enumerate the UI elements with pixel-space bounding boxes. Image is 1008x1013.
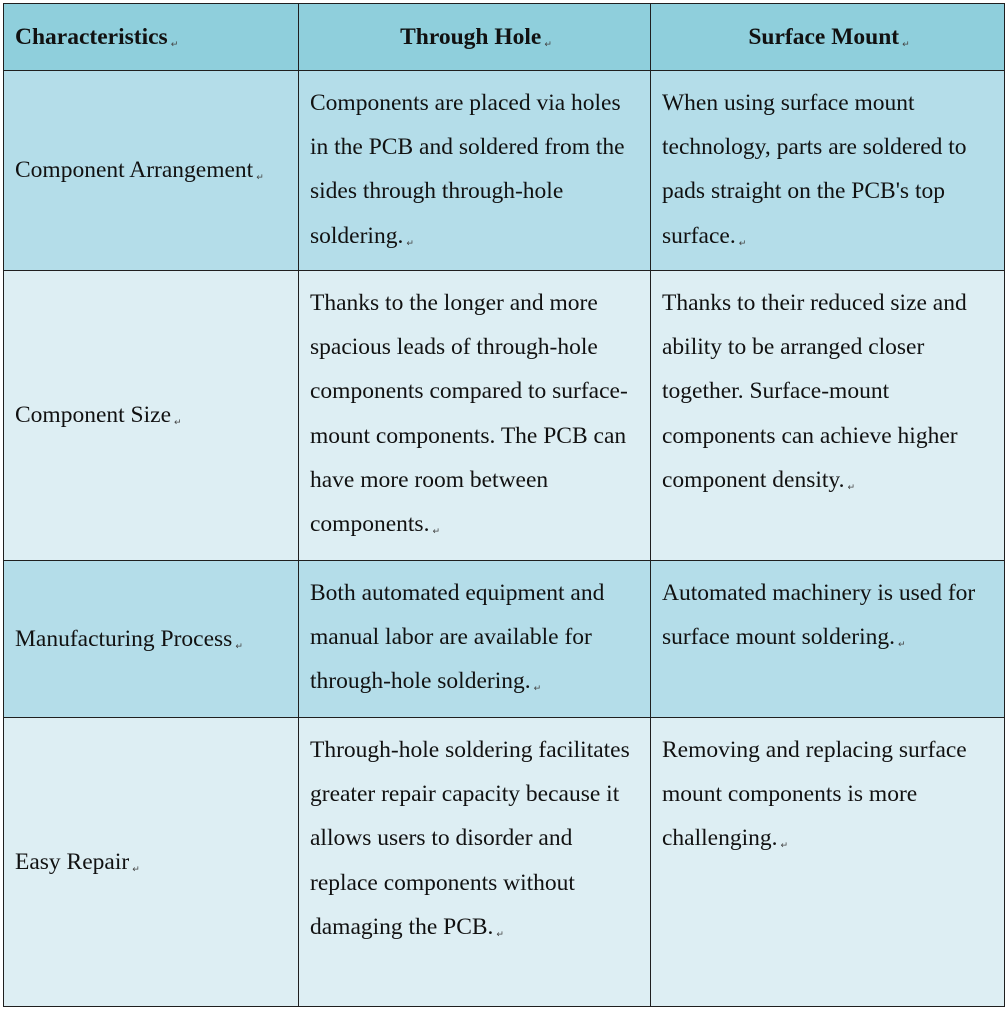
- paragraph-mark-icon: ↵: [533, 684, 542, 695]
- table-row: [4, 271, 1005, 561]
- surface-mount-cell: Removing and replacing surface mount components is more challenging. ↵: [651, 718, 1005, 1007]
- table-row: [4, 561, 1005, 718]
- table-row: [4, 718, 1005, 1007]
- header-surface-mount: Surface Mount ↵: [651, 4, 1005, 71]
- paragraph-mark-icon: ↵: [174, 418, 182, 429]
- paragraph-mark-icon: ↵: [406, 238, 414, 249]
- through-hole-cell: Through-hole soldering facilitates greater repair capacity because it allows users to disorder and replace components without damaging the PCB. ↵: [299, 718, 651, 1007]
- row-feature-cell: Component Arrangement ↵: [4, 71, 299, 271]
- table-header-row: [4, 4, 1005, 71]
- paragraph-mark-icon: ↵: [780, 841, 789, 852]
- paragraph-mark-icon: ↵: [432, 527, 440, 538]
- table-row: [4, 71, 1005, 271]
- paragraph-mark-icon: ↵: [496, 929, 504, 940]
- through-hole-cell: Components are placed via holes in the PCB and soldered from the sides through through-hole soldering. ↵: [299, 71, 651, 271]
- paragraph-mark-icon: ↵: [170, 39, 179, 50]
- paragraph-mark-icon: ↵: [256, 173, 264, 184]
- paragraph-mark-icon: ↵: [235, 641, 243, 652]
- surface-mount-cell: When using surface mount technology, parts are soldered to pads straight on the PCB's top surface. ↵: [651, 71, 1005, 271]
- paragraph-mark-icon: ↵: [902, 39, 910, 50]
- paragraph-mark-icon: ↵: [544, 39, 552, 50]
- paragraph-mark-icon: ↵: [738, 238, 747, 249]
- header-characteristics: Characteristics ↵: [4, 4, 299, 71]
- surface-mount-cell: Thanks to their reduced size and ability to be arranged closer together. Surface-mount components can achieve higher component density. ↵: [651, 271, 1005, 561]
- through-hole-cell: Thanks to the longer and more spacious leads of through-hole components compared to surface-mount components. The PCB can have more room between components. ↵: [299, 271, 651, 561]
- through-hole-cell: Both automated equipment and manual labor are available for through-hole soldering. ↵: [299, 561, 651, 718]
- row-feature-cell: Easy Repair ↵: [4, 718, 299, 1007]
- surface-mount-cell: Automated machinery is used for surface mount soldering. ↵: [651, 561, 1005, 718]
- row-feature-cell: Component Size ↵: [4, 271, 299, 561]
- paragraph-mark-icon: ↵: [847, 482, 856, 493]
- paragraph-mark-icon: ↵: [897, 640, 906, 651]
- paragraph-mark-icon: ↵: [132, 864, 140, 875]
- comparison-table: [3, 3, 1005, 1007]
- header-through-hole: Through Hole ↵: [299, 4, 651, 71]
- row-feature-cell: Manufacturing Process ↵: [4, 561, 299, 718]
